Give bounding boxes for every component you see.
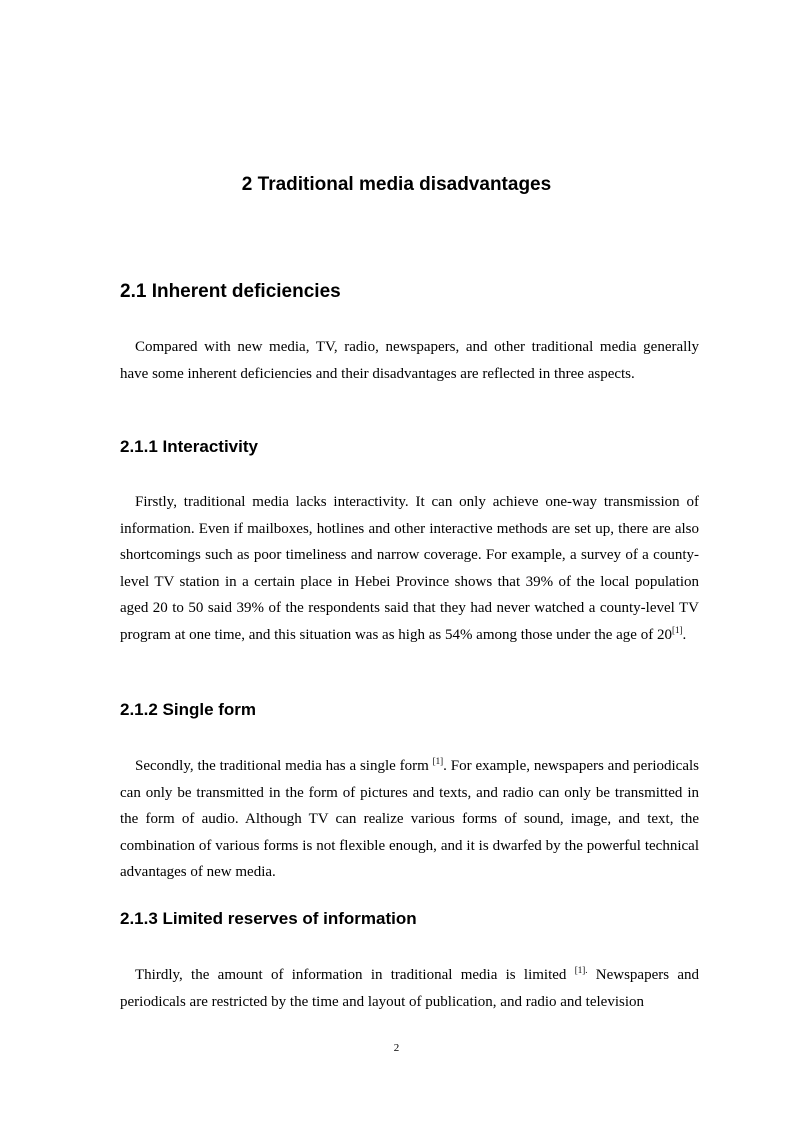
citation-marker: [1].	[574, 965, 588, 975]
section-heading-2-1-2: 2.1.2 Single form	[120, 700, 257, 719]
page-number: 2	[393, 1042, 400, 1054]
section-2-1-2-text-start: Secondly, the traditional media has a single form	[135, 758, 433, 774]
citation-marker: [1]	[432, 756, 444, 766]
chapter-title: 2 Traditional media disadvantages	[241, 174, 552, 195]
section-2-1-1-text-end: .	[682, 626, 687, 643]
section-2-1-3-paragraph	[120, 962, 699, 1015]
section-2-1-1-paragraph	[120, 489, 699, 648]
section-2-1-2-text-rest: . For example, newspapers and periodicals can only be transmitted in the form of pictures and texts, and radio can only be transmitted in the form of audio. Although TV can realize various forms of sound, image, and text, the combination of various forms is not flexible enough, and it is dwarfed by the powerful technical advantages of new media.	[120, 758, 699, 880]
section-2-1-2-paragraph	[120, 753, 699, 886]
section-2-1-paragraph	[120, 334, 699, 387]
section-heading-2-1-3: 2.1.3 Limited reserves of information	[120, 909, 417, 928]
section-2-1-3-text-start: Thirdly, the amount of information in traditional media is limited	[135, 967, 575, 983]
section-2-1-1-text: Firstly, traditional media lacks interactivity. It can only achieve one-way transmission of information. Even if mailboxes, hotlines and other interactive methods are set up, there are also shortcomings such as poor timeliness and narrow coverage. For example, a survey of a county-level TV station in a certain place in Hebei Province shows that 39% of the local population aged 20 to 50 said 39% of the respondents said that they had never watched a county-level TV program at one time, and this situation was as high as 54% among those under the age of 20	[120, 494, 699, 643]
section-heading-2-1: 2.1 Inherent deficiencies	[120, 281, 341, 302]
section-2-1-3-text-rest: Newspapers and periodicals are restricted by the time and layout of publication, and radio and television	[120, 967, 700, 1010]
section-2-1-text: Compared with new media, TV, radio, newspapers, and other traditional media generally have some inherent deficiencies and their disadvantages are reflected in three aspects.	[120, 339, 699, 382]
citation-marker: [1]	[671, 624, 683, 635]
section-heading-2-1-1: 2.1.1 Interactivity	[120, 437, 258, 456]
